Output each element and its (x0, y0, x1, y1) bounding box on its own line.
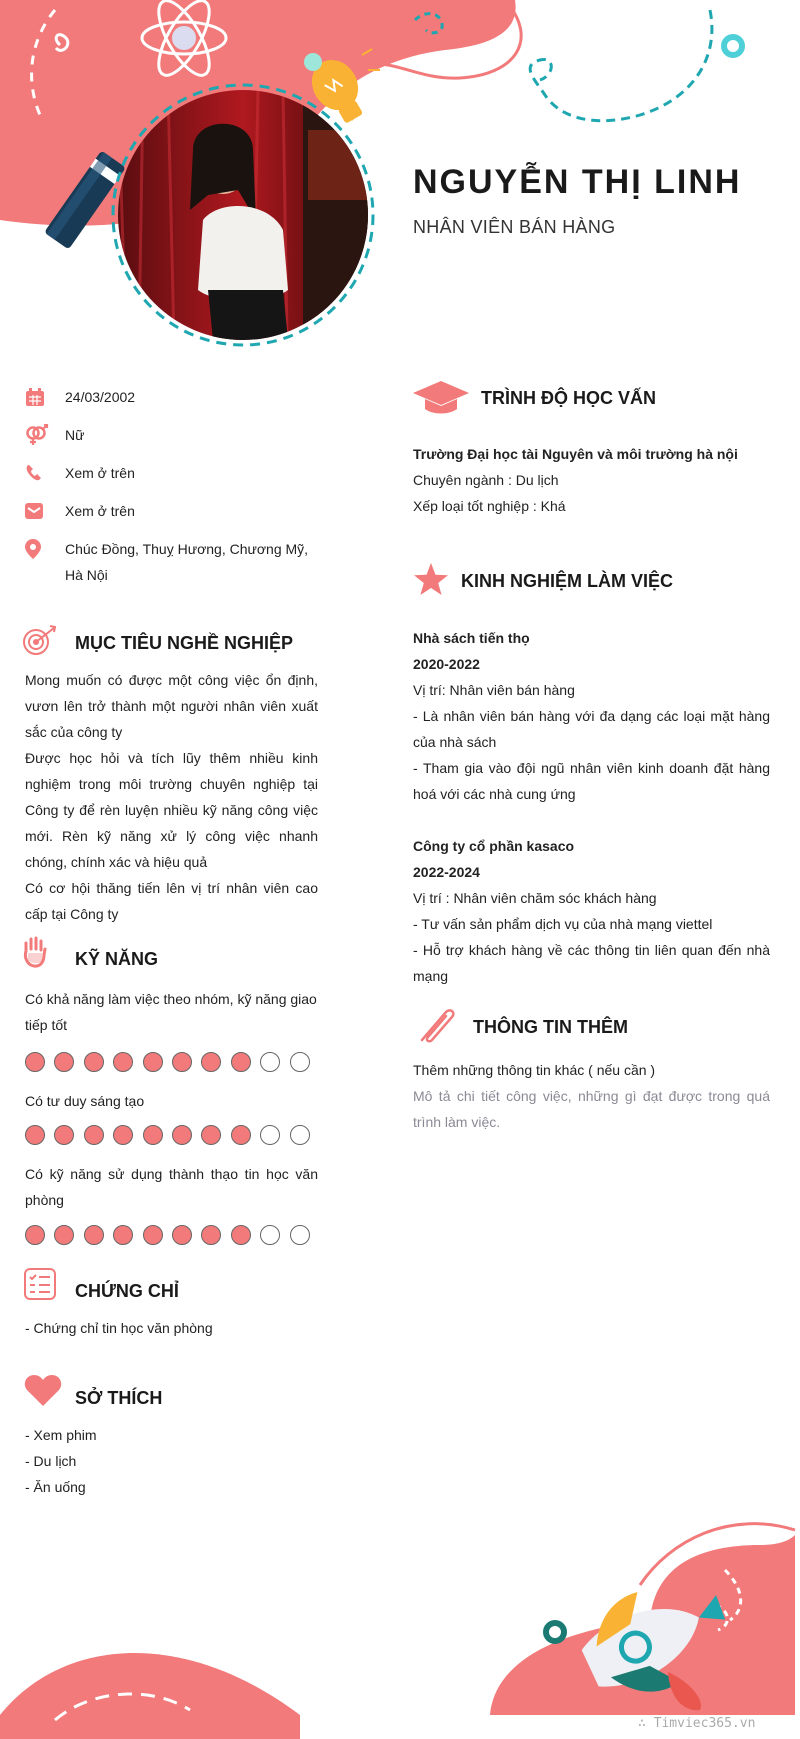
skill-name: Có tư duy sáng tạo (25, 1093, 145, 1109)
rating-dot (143, 1225, 163, 1245)
rating-dot (290, 1125, 310, 1145)
school-name: Trường Đại học tài Nguyên và môi trường hà nội (413, 446, 738, 462)
contact-birthdate (25, 384, 325, 410)
rating-dot (84, 1052, 104, 1072)
rating-dot (143, 1052, 163, 1072)
skills-title: KỸ NĂNG (75, 949, 159, 969)
rating-dot (25, 1125, 45, 1145)
skill-name: Có khả năng làm việc theo nhóm, kỹ năng giao tiếp tốt (25, 991, 317, 1033)
rating-dot (143, 1125, 163, 1145)
hobby-item: - Xem phim (25, 1427, 97, 1443)
rating-dot (54, 1125, 74, 1145)
location-pin-icon (25, 536, 65, 562)
profile-photo (118, 90, 368, 340)
rating-dot (84, 1225, 104, 1245)
phone-text: Xem ở trên (65, 465, 135, 481)
gender-text: Nữ (65, 427, 85, 443)
certificates-title: CHỨNG CHỈ (75, 1281, 179, 1301)
extra-info-text: Thêm những thông tin khác ( nếu cần ) (413, 1062, 656, 1078)
star-icon (413, 562, 449, 598)
certificate-item: - Chứng chỉ tin học văn phòng (25, 1320, 213, 1336)
rating-dot (231, 1225, 251, 1245)
rating-dot (201, 1225, 221, 1245)
rating-dot (260, 1125, 280, 1145)
contact-gender (25, 422, 325, 448)
candidate-name: NGUYỄN THỊ LINH (413, 163, 742, 201)
rating-dot (290, 1052, 310, 1072)
rating-dot (25, 1225, 45, 1245)
paperclip-icon (416, 1006, 458, 1046)
job-company: Công ty cổ phần kasaco (413, 838, 575, 854)
rating-dot (172, 1125, 192, 1145)
rating-dot (201, 1125, 221, 1145)
rating-dot (84, 1125, 104, 1145)
extra-info-title: THÔNG TIN THÊM (473, 1017, 628, 1037)
hobby-item: - Ăn uống (25, 1479, 86, 1495)
job-period: 2020-2022 (413, 656, 480, 672)
job-details: Vị trí : Nhân viên chăm sóc khách hàng - Tư vấn sản phẩm dịch vụ của nhà mạng viettel - Hỗ trợ khách hàng về các thông tin liên quan đến nhà mạng (413, 890, 770, 984)
brand-watermark: ∴ Timviec365.vn (638, 1716, 756, 1731)
calendar-icon (25, 384, 65, 410)
rating-dot (25, 1052, 45, 1072)
rating-dot (113, 1125, 133, 1145)
skill-rating (25, 1225, 310, 1245)
address-text: Chúc Đồng, Thuỵ Hương, Chương Mỹ, Hà Nội (65, 541, 309, 583)
rating-dot (231, 1125, 251, 1145)
objective-title: MỤC TIÊU NGHỀ NGHIỆP (75, 633, 294, 653)
gender-icon (25, 422, 65, 448)
rating-dot (54, 1052, 74, 1072)
education-grade: Xếp loại tốt nghiệp : Khá (413, 498, 566, 514)
rating-dot (172, 1225, 192, 1245)
skill-rating (25, 1125, 310, 1145)
rating-dot (113, 1052, 133, 1072)
rating-dot (290, 1225, 310, 1245)
job-company: Nhà sách tiến thọ (413, 630, 530, 646)
education-major: Chuyên ngành : Du lịch (413, 472, 559, 488)
job-details: Vị trí: Nhân viên bán hàng - Là nhân viên bán hàng với đa dạng các loại mặt hàng của nhà sách - Tham gia vào đội ngũ nhân viên kinh doanh đặt hàng hoá với các nhà cung ứng (413, 682, 770, 802)
checklist-icon (24, 1268, 56, 1300)
extra-info-hint: Mô tả chi tiết công việc, những gì đạt được trong quá trình làm việc. (413, 1088, 770, 1130)
rating-dot (172, 1052, 192, 1072)
rating-dot (231, 1052, 251, 1072)
email-icon (25, 498, 65, 524)
skill-rating (25, 1052, 310, 1072)
phone-icon (25, 460, 65, 486)
heart-icon (24, 1374, 62, 1406)
job-title: NHÂN VIÊN BÁN HÀNG (413, 217, 616, 237)
rating-dot (54, 1225, 74, 1245)
target-icon (22, 624, 58, 658)
experience-title: KINH NGHIỆM LÀM VIỆC (461, 571, 674, 591)
email-text: Xem ở trên (65, 503, 135, 519)
skill-name: Có kỹ năng sử dụng thành thạo tin học văn phòng (25, 1166, 318, 1208)
rating-dot (113, 1225, 133, 1245)
hobby-item: - Du lịch (25, 1453, 77, 1469)
rating-dot (201, 1052, 221, 1072)
graduation-cap-icon (413, 381, 469, 415)
objective-text: Mong muốn có được một công việc ổn định, vươn lên trở thành một người nhân viên xuất sắc của công ty Được học hỏi và tích lũy thêm nhiều kinh nghiệm trong môi trường chuyên nghiệp tại Công ty để rèn luyện nhiều kỹ năng công việc mới. Rèn kỹ năng xử lý công việc nhanh chóng, chính xác và hiệu quả Có cơ hội thăng tiến lên vị trí nhân viên cao cấp tại Công ty (25, 672, 318, 922)
contact-address (25, 536, 325, 588)
contact-email (25, 498, 325, 524)
hand-icon (22, 935, 48, 969)
hobbies-title: SỞ THÍCH (75, 1388, 163, 1408)
job-period: 2022-2024 (413, 864, 480, 880)
rating-dot (260, 1225, 280, 1245)
contact-phone (25, 460, 325, 486)
rating-dot (260, 1052, 280, 1072)
education-title: TRÌNH ĐỘ HỌC VẤN (481, 388, 656, 408)
birthdate-text: 24/03/2002 (65, 389, 136, 405)
